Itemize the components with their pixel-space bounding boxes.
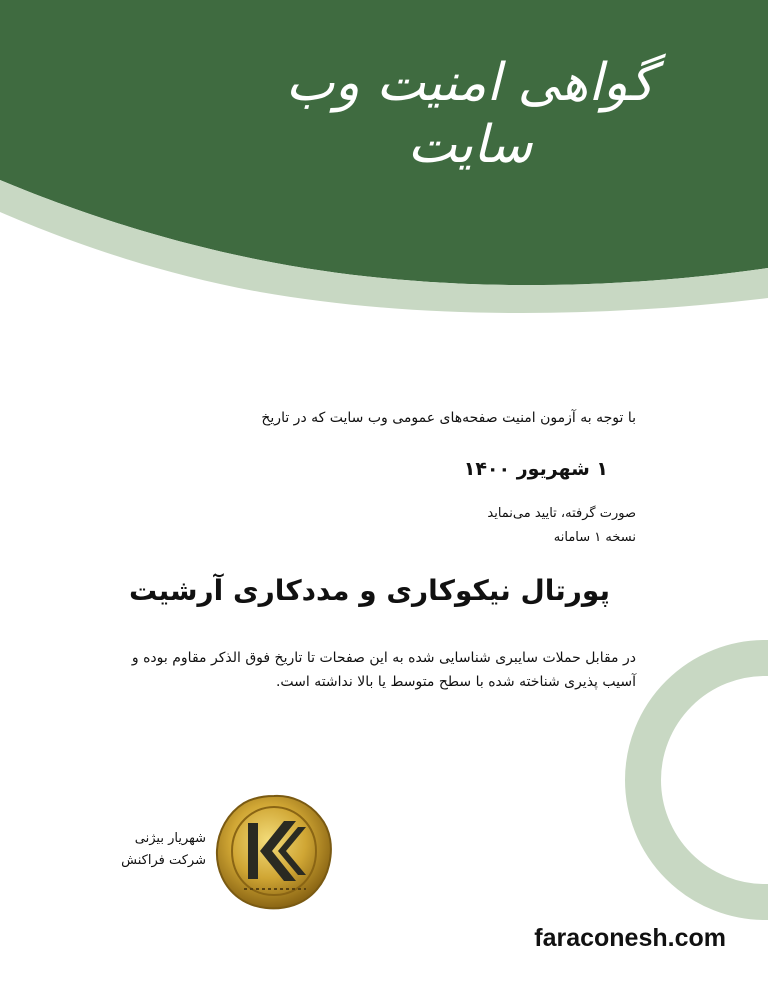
signer-name: شهریار بیژنی [134,831,206,846]
company-seal-icon [214,793,334,911]
result-text: در مقابل حملات سایبری شناسایی شده به این صفحات تا تاریخ فوق الذکر مقاوم بوده و آسیب پذیری شناخته شده با سطح متوسط یا بالا نداشته است. [131,650,636,690]
confirmation-block [487,502,636,550]
version-text: نسخه ۱ سامانه [553,530,636,545]
confirmation-text: صورت گرفته، تایید می‌نماید [487,506,636,521]
audit-date: ۱ شهریور ۱۴۰۰ [463,458,608,480]
intro-text: با توجه به آزمون امنیت صفحه‌های عمومی وب سایت که در تاریخ [261,410,636,426]
company-website[interactable]: faraconesh.com [534,924,726,952]
signer-company: شرکت فراکنش [121,853,206,868]
certificate-title: گواهی امنیت وب سایت [285,53,655,176]
site-name: پورتال نیکوکاری و مددکاری آرشیت [128,574,610,607]
signature-block [121,828,206,872]
